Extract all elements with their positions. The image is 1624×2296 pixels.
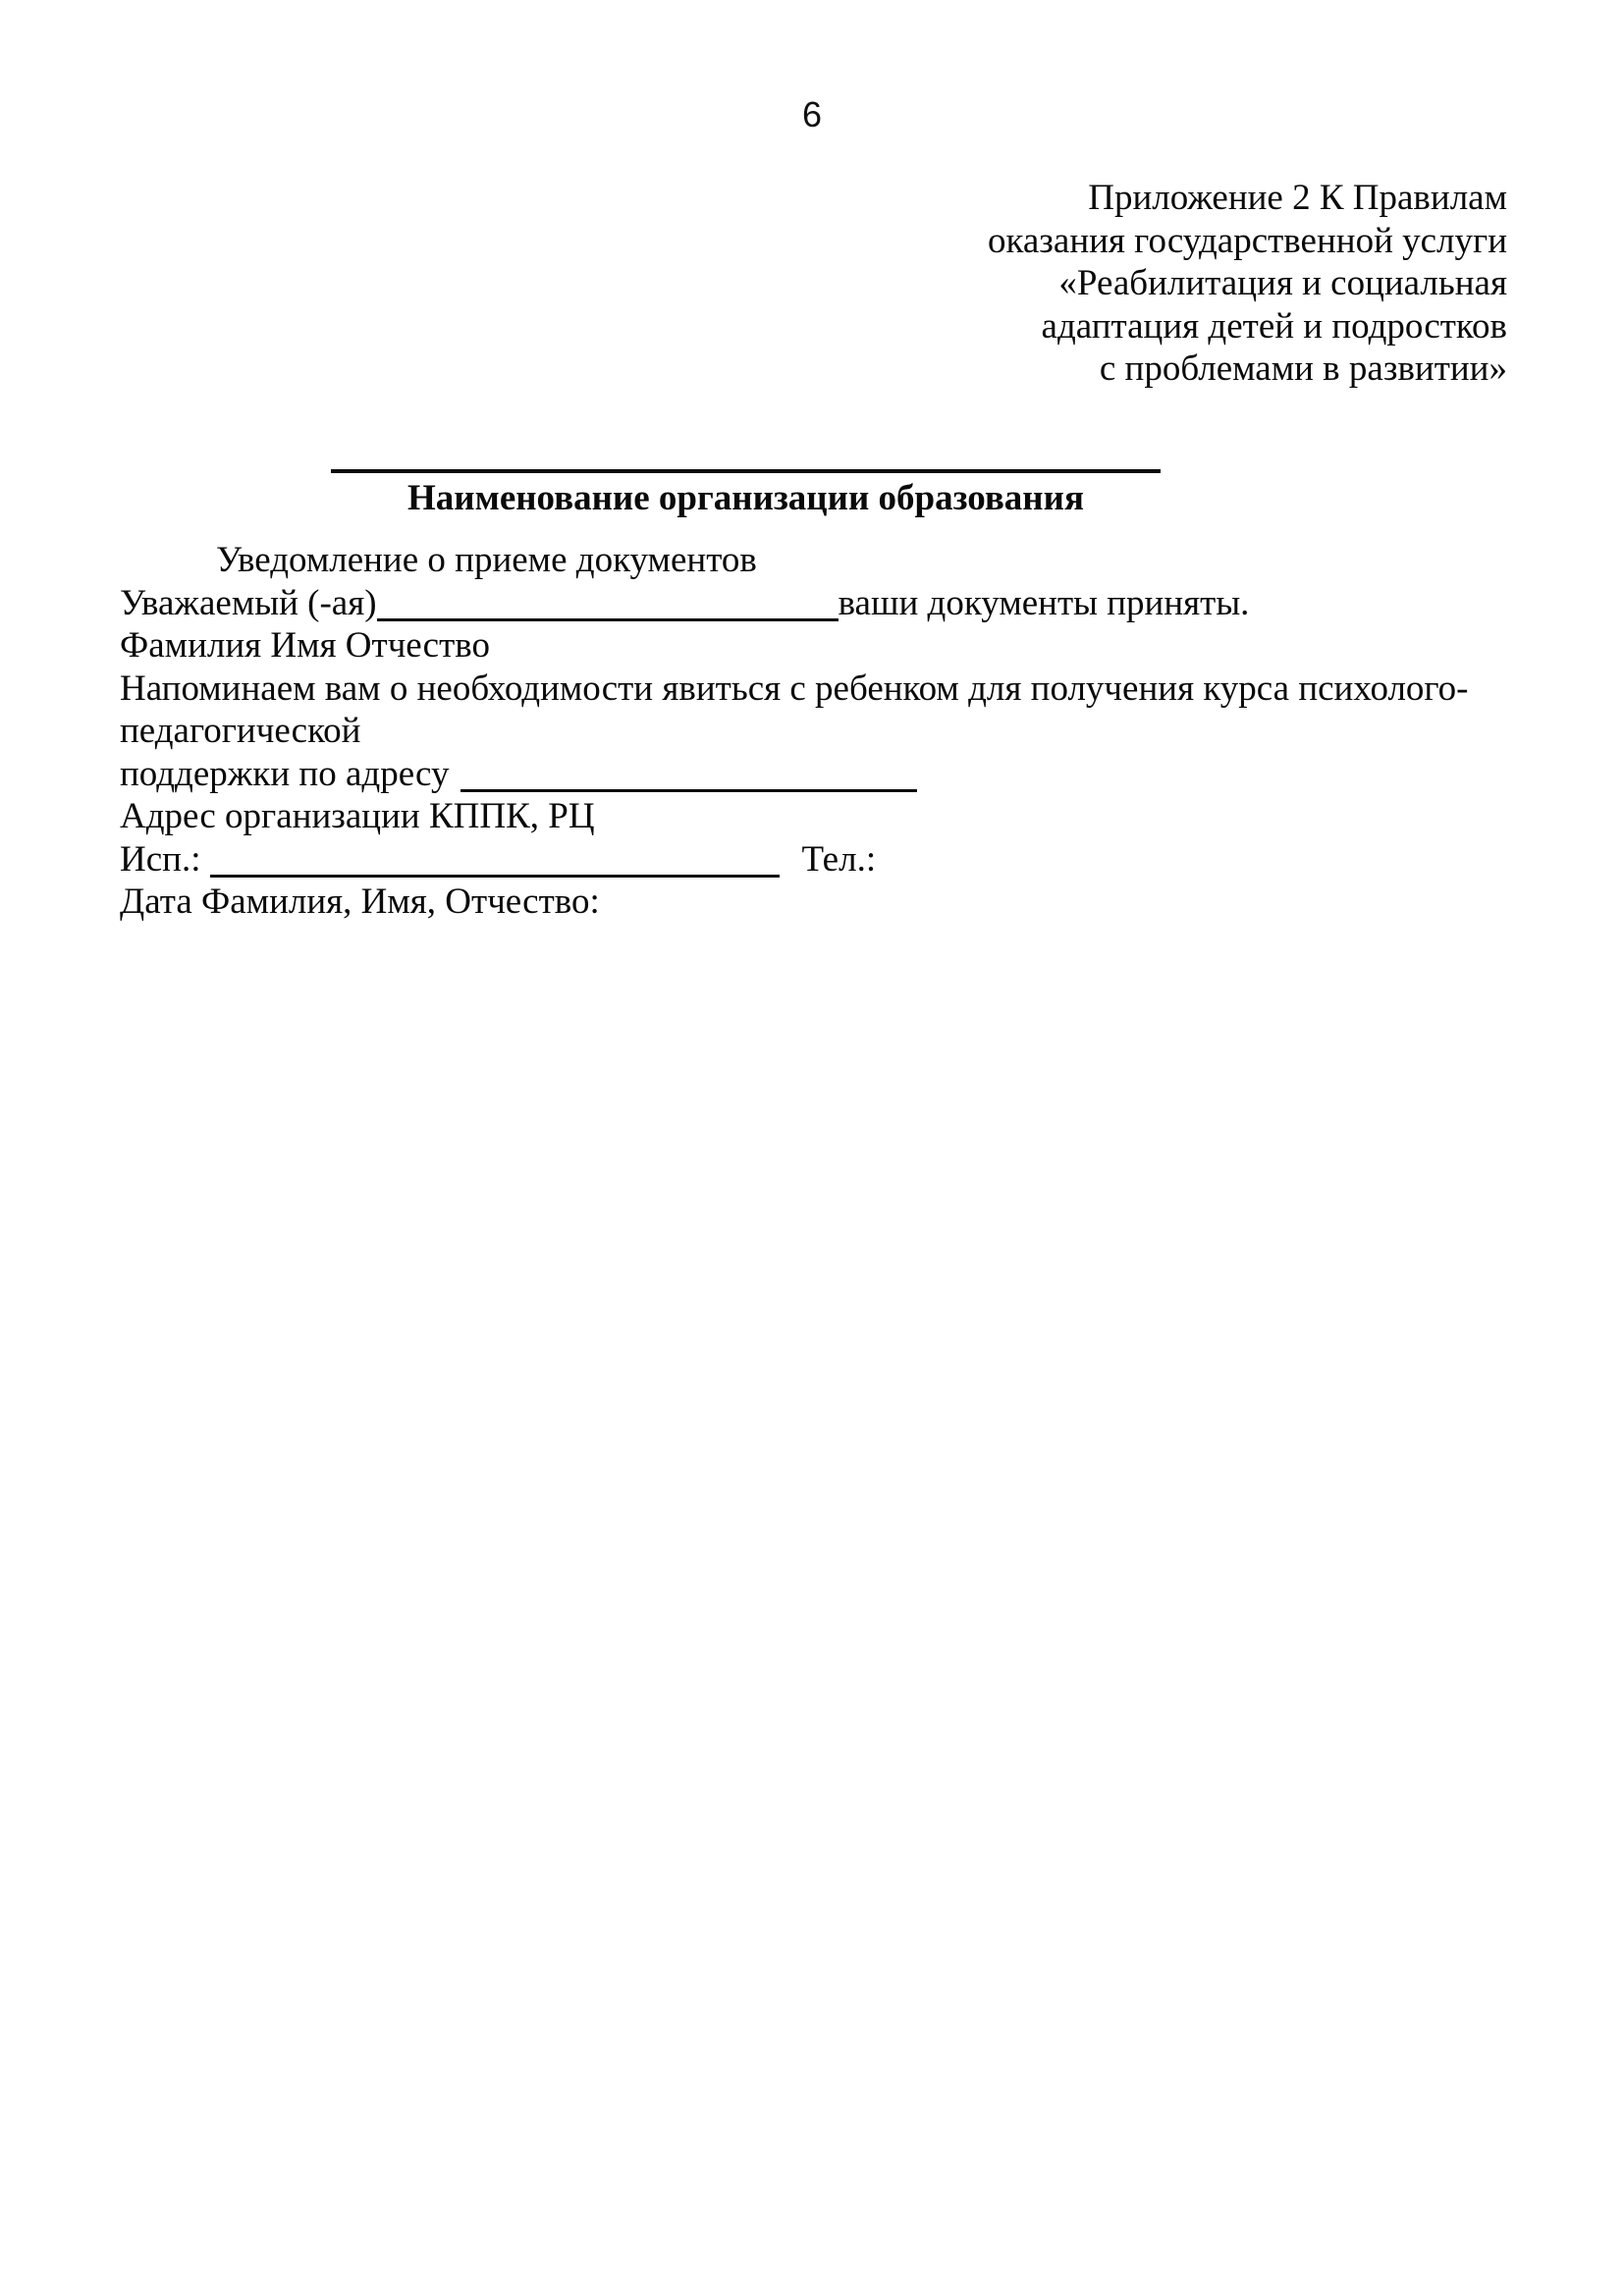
name-blank-field [377, 614, 839, 621]
phone-label: Тел.: [801, 838, 877, 880]
reminder-line-1: Напоминаем вам о необходимости явиться с ребенком для получения курса психолого- [120, 667, 1469, 709]
executor-blank-field [210, 870, 780, 878]
notice-title: Уведомление о приеме документов [216, 540, 757, 580]
signature-caption: Дата Фамилия, Имя, Отчество: [120, 881, 600, 922]
organization-name-caption: Наименование организации образования [407, 478, 1084, 518]
salutation-suffix: ваши документы приняты. [838, 582, 1250, 623]
salutation-prefix: Уважаемый (-ая) [120, 582, 377, 623]
address-prefix: поддержки по адресу [120, 753, 450, 794]
appendix-line-2: оказания государственной услуги [987, 220, 1507, 261]
letter-body [120, 539, 1553, 924]
organization-name-blank-rule [331, 469, 1161, 473]
org-address-caption: Адрес организации КППК, РЦ [120, 796, 595, 836]
page-number: 6 [801, 94, 823, 134]
executor-label: Исп.: [120, 838, 201, 880]
reminder-line-2: педагогической [120, 711, 361, 751]
appendix-line-4: адаптация детей и подростков [1041, 305, 1507, 347]
executor-line [120, 838, 1553, 881]
address-blank-field [460, 784, 917, 792]
appendix-line-5: с проблемами в развитии» [1099, 348, 1507, 389]
name-caption: Фамилия Имя Отчество [120, 625, 490, 666]
address-line [120, 753, 1553, 796]
appendix-reference-block [988, 177, 1507, 391]
appendix-line-1: Приложение 2 К Правилам [1088, 178, 1507, 218]
salutation-line [120, 582, 1553, 625]
appendix-line-3: «Реабилитация и социальная [1058, 263, 1507, 303]
